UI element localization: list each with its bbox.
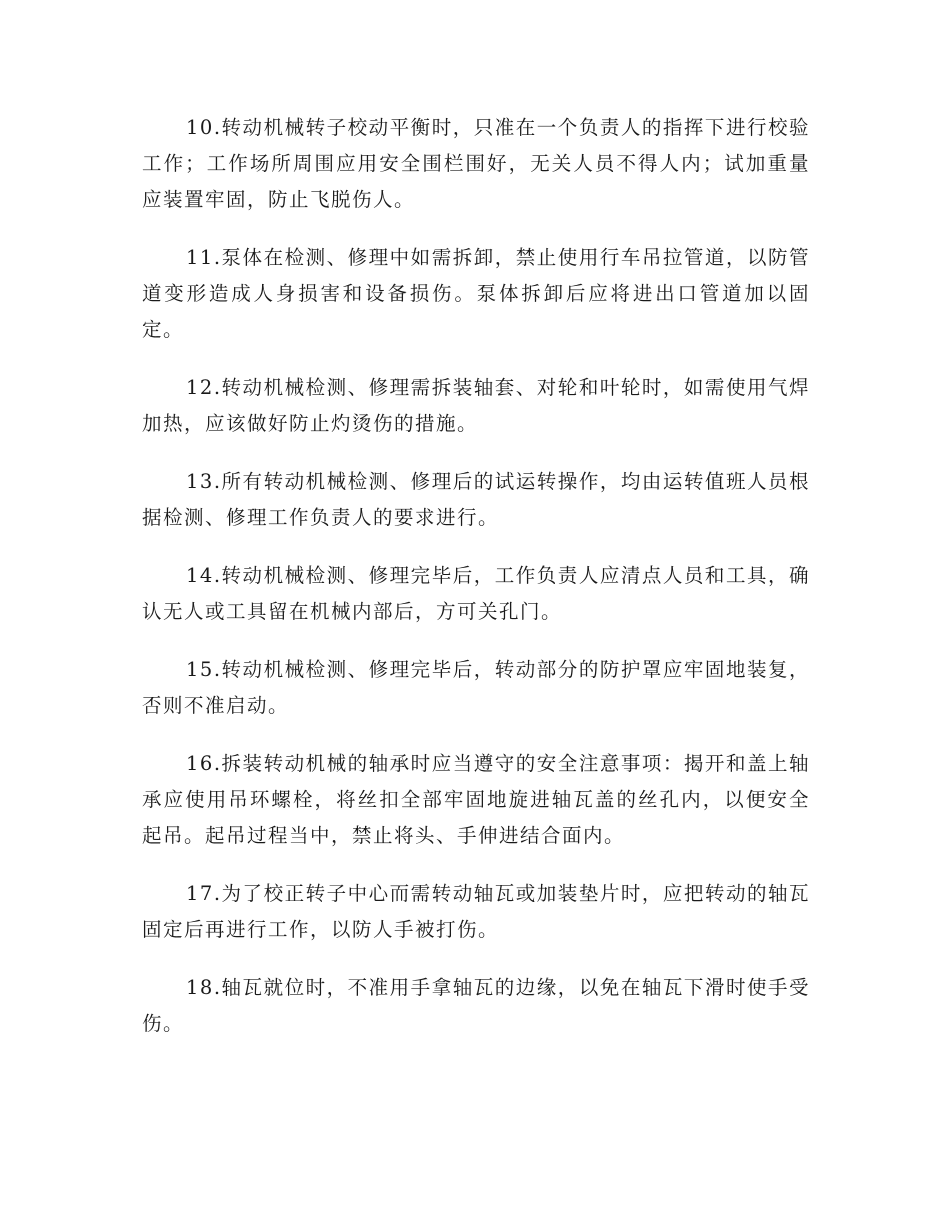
paragraph-16: 16.拆装转动机械的轴承时应当遵守的安全注意事项：揭开和盖上轴承应使用吊环螺栓，将丝扣全部牢固地旋进轴瓦盖的丝孔内，以便安全起吊。起吊过程当中，禁止将头、手伸进结合面内。 (142, 752, 810, 847)
paragraph-14: 14.转动机械检测、修理完毕后，工作负责人应清点人员和工具，确认无人或工具留在机械内部后，方可关孔门。 (142, 564, 810, 623)
paragraph-13: 13.所有转动机械检测、修理后的试运转操作，均由运转值班人员根据检测、修理工作负责人的要求进行。 (142, 470, 810, 529)
paragraph-17: 17.为了校正转子中心而需转动轴瓦或加装垫片时，应把转动的轴瓦固定后再进行工作，以防人手被打伤。 (142, 882, 810, 941)
paragraph-18: 18.轴瓦就位时，不准用手拿轴瓦的边缘，以免在轴瓦下滑时使手受伤。 (142, 976, 810, 1035)
document-body (142, 110, 818, 1064)
paragraph-10: 10.转动机械转子校动平衡时，只准在一个负责人的指挥下进行校验工作；工作场所周围应用安全围栏围好，无关人员不得人内；试加重量应装置牢固，防止飞脱伤人。 (142, 116, 810, 211)
paragraph-12: 12.转动机械检测、修理需拆装轴套、对轮和叶轮时，如需使用气焊加热，应该做好防止灼烫伤的措施。 (142, 376, 810, 435)
paragraph-11: 11.泵体在检测、修理中如需拆卸，禁止使用行车吊拉管道，以防管道变形造成人身损害和设备损伤。泵体拆卸后应将进出口管道加以固定。 (142, 246, 810, 341)
paragraph-15: 15.转动机械检测、修理完毕后，转动部分的防护罩应牢固地装复， 否则不准启动。 (142, 658, 818, 717)
